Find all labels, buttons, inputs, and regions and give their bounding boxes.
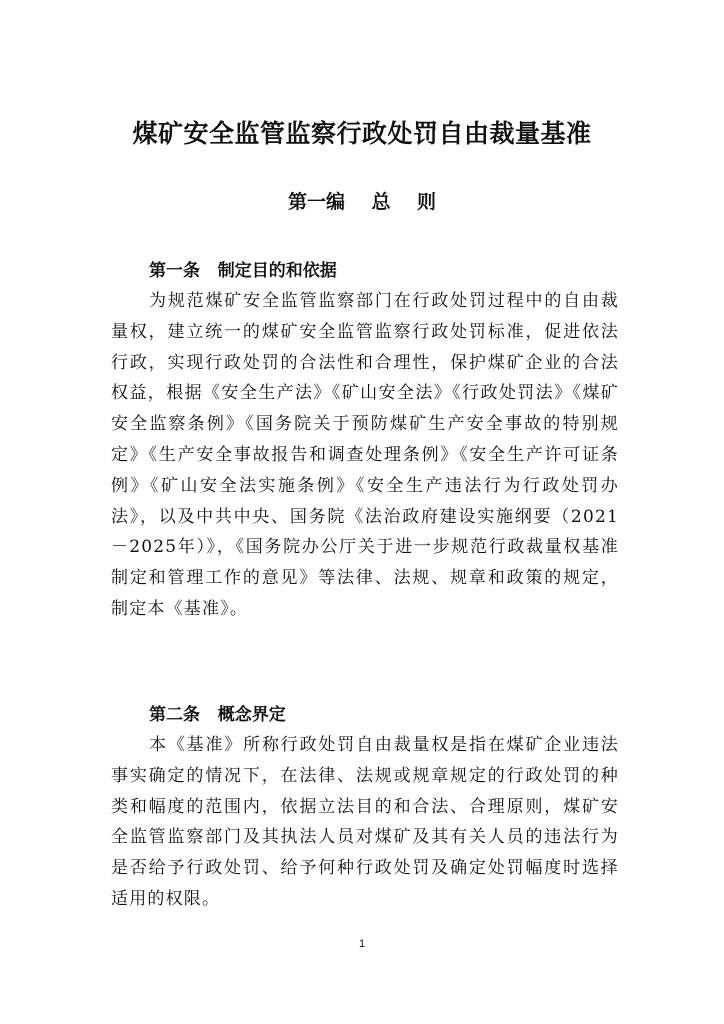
article-1-body: 为规范煤矿安全监管监察部门在行政处罚过程中的自由裁量权，建立统一的煤矿安全监管监察行政处罚标准，促进依法行政，实现行政处罚的合法性和合理性，保护煤矿企业的合法权益，根据《安全生产法》《矿山安全法》《行政处罚法》《煤矿安全监察条例》《国务院关于预防煤矿生产安全事故的特别规定》《生产安全事故报告和调查处理条例》《安全生产许可证条例》《矿山安全法实施条例》《安全生产违法行为行政处罚办法》，以及中共中央、国务院《法治政府建设实施纲要（2021－2025年）》，《国务院办公厅关于进一步规范行政裁量权基准制定和管理工作的意见》等法律、法规、规章和政策的规定，制定本《基准》。 [111, 291, 619, 619]
document-title: 煤矿安全监管监察行政处罚自由裁量基准 [132, 119, 592, 148]
page-number: 1 [358, 938, 366, 950]
article-1 [111, 256, 619, 625]
article-2 [111, 700, 619, 915]
article-2-body: 本《基准》所称行政处罚自由裁量权是指在煤矿企业违法事实确定的情况下，在法律、法规或规章规定的行政处罚的种类和幅度的范围内，依据立法目的和合法、合理原则，煤矿安全监管监察部门及其执法人员对煤矿及其有关人员的违法行为是否给予行政处罚、给予何种行政处罚及确定处罚幅度时选择适用的权限。 [111, 735, 619, 909]
article-1-heading: 第一条 制定目的和依据 [149, 261, 337, 281]
part-title: 第一编 总 则 [288, 191, 436, 213]
article-2-heading: 第二条 概念界定 [149, 705, 286, 725]
